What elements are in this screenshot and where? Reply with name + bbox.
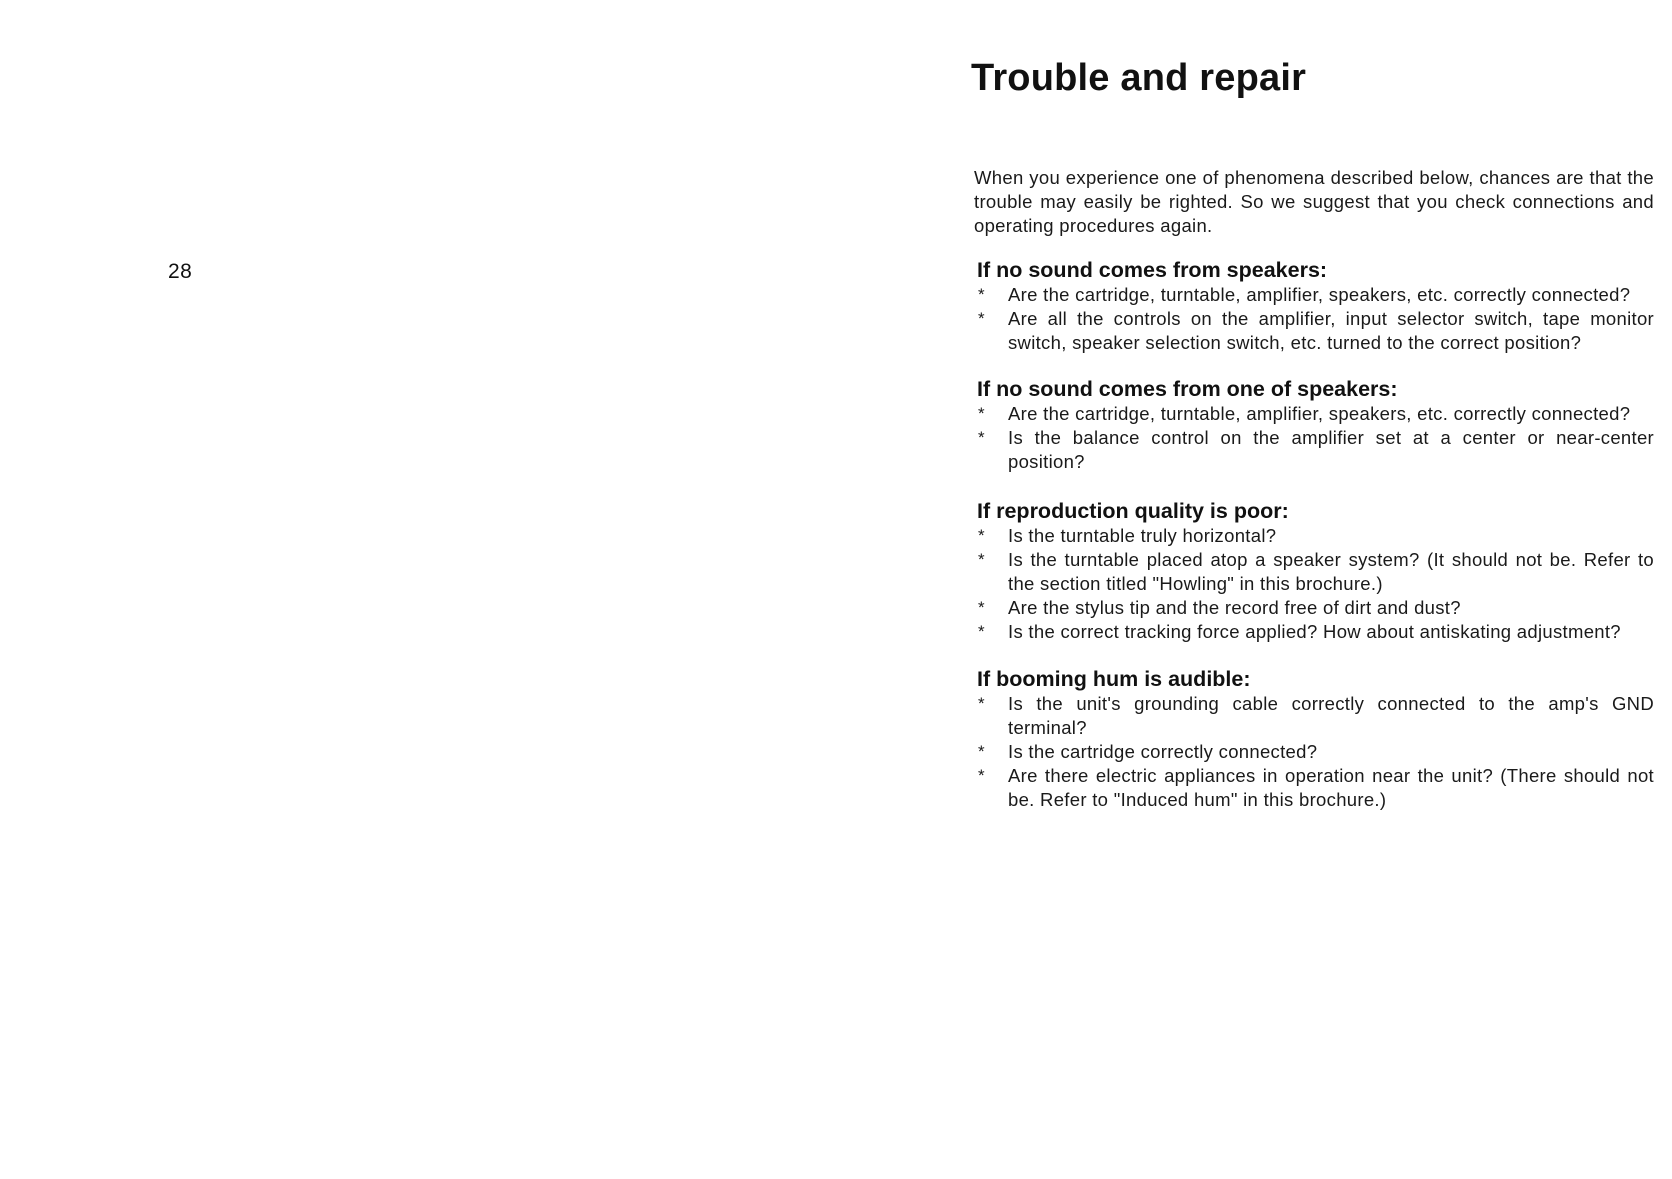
right-page (971, 55, 1654, 812)
asterisk-bullet-icon: * (978, 598, 985, 617)
list-item-text: Is the turntable truly horizontal? (1008, 525, 1277, 546)
asterisk-bullet-icon: * (978, 309, 985, 328)
list-item-text: Is the turntable placed atop a speaker system? (It should not be. Refer to the section titled "Howling" in this brochure.) (1008, 549, 1654, 594)
list-item-text: Are the cartridge, turntable, amplifier, speakers, etc. correctly connected? (1008, 284, 1631, 305)
section-poor-quality (977, 498, 1654, 644)
list-item-text: Is the unit's grounding cable correctly connected to the amp's GND terminal? (1008, 693, 1654, 738)
section-heading: If no sound comes from speakers: (977, 258, 1328, 282)
list-item (977, 620, 1654, 644)
list-item-text: Is the balance control on the amplifier set at a center or near-center position? (1008, 427, 1654, 472)
section-heading: If booming hum is audible: (977, 667, 1251, 691)
asterisk-bullet-icon: * (978, 526, 985, 545)
list-item-text: Is the correct tracking force applied? How about antiskating adjustment? (1008, 621, 1621, 642)
section-booming-hum (977, 666, 1654, 812)
list-item-text: Are the stylus tip and the record free of dirt and dust? (1008, 597, 1461, 618)
list-item (977, 402, 1654, 426)
list-item (977, 548, 1654, 596)
list-item (977, 524, 1654, 548)
list-item-text: Are there electric appliances in operation near the unit? (There should not be. Refer to "Induced hum" in this brochure.) (1008, 765, 1654, 810)
list-item (977, 283, 1654, 307)
section-heading: If no sound comes from one of speakers: (977, 377, 1398, 401)
asterisk-bullet-icon: * (978, 742, 985, 761)
bullet-list (977, 524, 1654, 644)
asterisk-bullet-icon: * (978, 694, 985, 713)
list-item (977, 764, 1654, 812)
asterisk-bullet-icon: * (978, 285, 985, 304)
list-item-text: Is the cartridge correctly connected? (1008, 741, 1318, 762)
bullet-list (977, 692, 1654, 812)
list-item-text: Are the cartridge, turntable, amplifier, speakers, etc. correctly connected? (1008, 403, 1631, 424)
list-item (977, 307, 1654, 355)
list-item-text: Are all the controls on the amplifier, input selector switch, tape monitor switch, speaker selection switch, etc. turned to the correct position? (1008, 308, 1654, 353)
list-item (977, 426, 1654, 474)
asterisk-bullet-icon: * (978, 766, 985, 785)
section-heading: If reproduction quality is poor: (977, 499, 1289, 523)
intro-paragraph: When you experience one of phenomena described below, chances are that the trouble may easily be righted. So we suggest that you check connections and operating procedures again. (974, 167, 1654, 236)
list-item (977, 740, 1654, 764)
bullet-list (977, 283, 1654, 355)
asterisk-bullet-icon: * (978, 550, 985, 569)
asterisk-bullet-icon: * (978, 404, 985, 423)
page-number: 28 (168, 260, 193, 283)
asterisk-bullet-icon: * (978, 622, 985, 641)
asterisk-bullet-icon: * (978, 428, 985, 447)
list-item (977, 596, 1654, 620)
list-item (977, 692, 1654, 740)
bullet-list (977, 402, 1654, 474)
page-title: Trouble and repair (971, 57, 1307, 99)
section-no-sound (977, 257, 1654, 355)
section-one-speaker (977, 376, 1654, 474)
